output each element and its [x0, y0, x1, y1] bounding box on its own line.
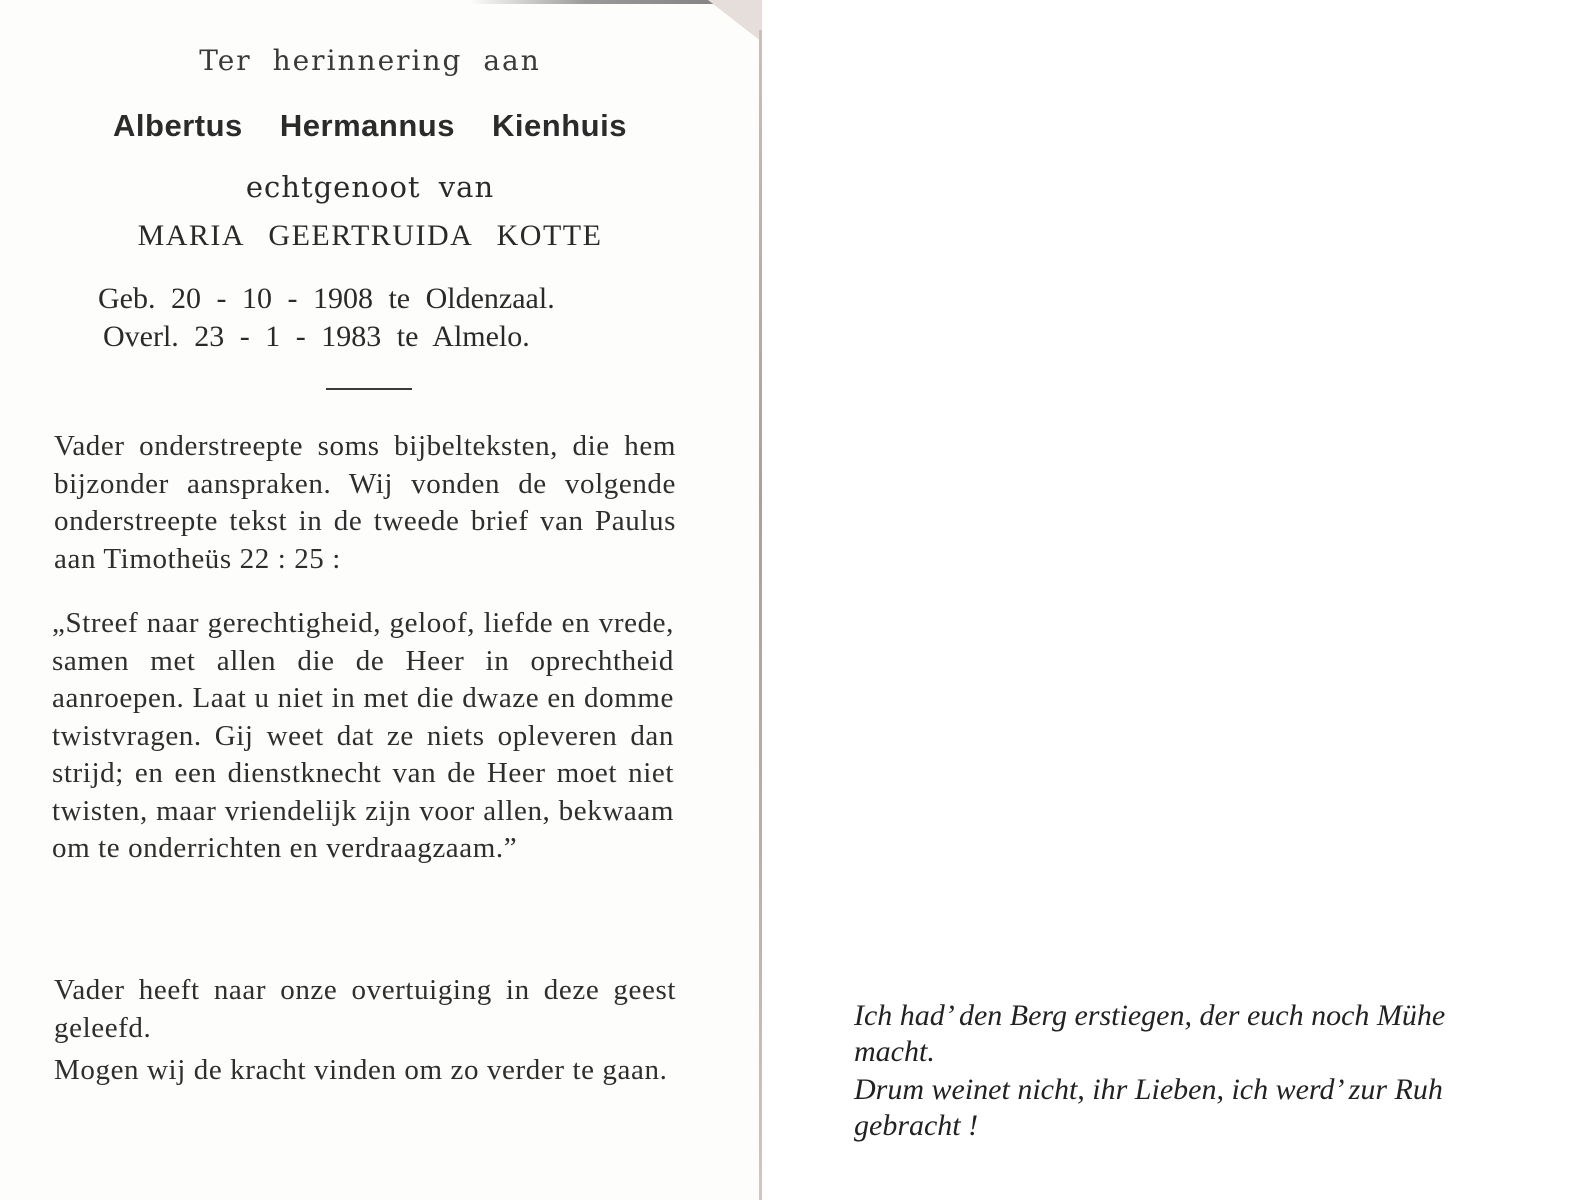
- poem-line-1: Ich had’ den Berg erstiegen, der euch noch Mühe macht.: [854, 999, 1446, 1068]
- card-folded-corner: [708, 0, 762, 42]
- spouse-label: echtgenoot van: [245, 170, 495, 204]
- birth-date-line: Geb. 20 - 10 - 1908 te Oldenzaal.: [98, 282, 555, 315]
- death-date-line: Overl. 23 - 1 - 1983 te Almelo.: [103, 320, 530, 353]
- poem-stanza-2: [854, 1072, 1494, 1144]
- section-divider: [326, 388, 412, 390]
- intro-paragraph: Vader onderstreepte soms bijbelteksten, die hem bijzonder aanspraken. Wij vonden de volgende onderstreepte tekst in de tweede brief van Paulus aan Timotheüs 22 : 25 :: [54, 430, 676, 575]
- poem-stanza-1: [854, 998, 1494, 1070]
- memorial-heading: Ter herinnering aan: [199, 44, 541, 77]
- conviction-paragraph: Vader heeft naar onze overtuiging in deze geest geleefd.: [54, 974, 676, 1044]
- spouse-name: MARIA GEERTRUIDA KOTTE: [137, 219, 603, 252]
- deceased-name: Albertus Hermannus Kienhuis: [113, 108, 627, 143]
- poem-line-2: Drum weinet nicht, ihr Lieben, ich werd’ zur Ruh gebracht !: [854, 1073, 1443, 1142]
- bible-quote-paragraph: „Streef naar gerechtigheid, geloof, liefde en vrede, samen met allen die de Heer in oprechtheid aanroepen. Laat u niet in met die dwaze en domme twistvragen. Gij weet dat ze niets opleveren dan strijd; en een dienstknecht van de Heer moet niet twisten, maar vriendelijk zijn voor allen, bekwaam om te onderrichten en verdraagzaam.”: [52, 607, 674, 864]
- card-left-page: [0, 0, 762, 1200]
- closing-paragraph: Mogen wij de kracht vinden om zo verder te gaan.: [54, 1054, 668, 1086]
